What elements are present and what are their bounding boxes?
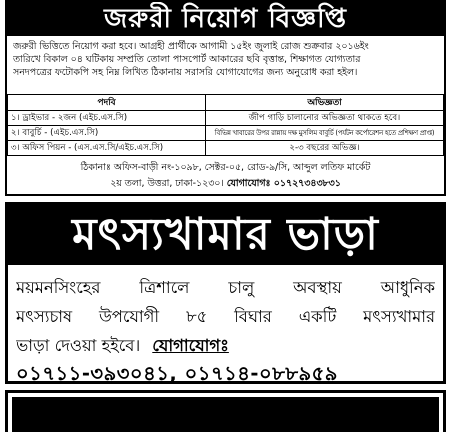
address-line: ২য় তলা, উত্তরা, ঢাকা-১২৩০। <box>110 178 224 189</box>
fish-farm-phones: ০১৭১১-৩৯৩০৪১, ০১৭১৪-০৮৮৯৫৯ <box>16 362 338 385</box>
intro-line: সনদপত্রের ফটোকপি সহ নিম্ন লিখিত ঠিকানায় সরাসরি যোগাযোগের জন্য অনুরোধ করা হইল। <box>13 67 358 78</box>
recruitment-ad <box>5 0 446 196</box>
body-line: ময়মনসিংহের ত্রিশালে চালু অবস্থায় আধুনিক <box>16 278 435 297</box>
recruitment-ad-address <box>7 160 444 192</box>
contact-label: যোগাযোগঃ <box>152 336 229 355</box>
table-row <box>8 141 444 156</box>
address-line-with-contact <box>7 176 444 192</box>
recruitment-contact: যোগাযোগঃ ০১৭২৭৩৪৩৮৩১ <box>226 178 341 189</box>
experience-cell: ২-৩ বছরের অভিজ্ঞ। <box>206 141 444 156</box>
address-line: ঠিকানাঃ অফিস-বাড়ী নং-১০৯৮, সেক্টর-০৫, রোড-৯/সি, আব্দুল লতিফ মার্কেট <box>80 162 371 173</box>
table-row <box>8 111 444 126</box>
post-cell: ২। বাবুর্চি - (এইচ.এস.সি) <box>8 126 206 141</box>
body-line: মৎস্যচাষ উপযোগী ৮৫ বিঘার একটি মৎস্যখামার <box>16 307 435 326</box>
body-line: ভাড়া দেওয়া হইবে। <box>16 336 141 355</box>
intro-line: জরুরী ভিত্তিতে নিয়োগ করা হবে। আগ্রহী প্রার্থীকে আগামী ১৫ইং জুলাই রোজ শুক্রবার ২০১৬ইং <box>13 41 369 52</box>
fish-farm-rent-ad <box>5 202 446 384</box>
recruitment-ad-intro <box>7 36 444 81</box>
cut-off-ad-banner <box>12 397 439 432</box>
intro-line: তারিখে বিকাল ০৪ ঘটিকায় সম্প্রতি তোলা পাসপোর্ট আকারের ছবি বৃত্তান্ত, শিক্ষাগত যোগ্যতার <box>13 54 361 65</box>
vacancy-table <box>7 94 444 156</box>
experience-column-header: অভিজ্ঞতা <box>206 95 444 111</box>
fish-farm-ad-body <box>8 265 443 360</box>
post-column-header: পদবি <box>8 95 206 111</box>
experience-cell: বিভিন্ন খাবারের উপর রান্নায় দক্ষ মুসলিম বাবুর্চি (পর্যটন কর্পোরেশন হতে প্রশিক্ষণ প্রাপ্ত) <box>206 126 444 141</box>
table-row <box>8 126 444 141</box>
post-cell: ৩। অফিস পিয়ন - (এস.এস.সি/এইচ.এস.সি) <box>8 141 206 156</box>
cut-off-ad <box>5 390 446 432</box>
body-line-with-contact <box>16 331 435 360</box>
post-cell: ১। ড্রাইভার - ২জন (এইচ.এস.সি) <box>8 111 206 126</box>
table-header-row <box>8 95 444 111</box>
experience-cell: জীপ গাড়ি চালানোর অভিজ্ঞতা থাকতে হবে। <box>206 111 444 126</box>
recruitment-ad-title: জরুরী নিয়োগ বিজ্ঞপ্তি <box>7 2 444 36</box>
fish-farm-ad-title: মৎস্যখামার ভাড়া <box>8 205 443 265</box>
